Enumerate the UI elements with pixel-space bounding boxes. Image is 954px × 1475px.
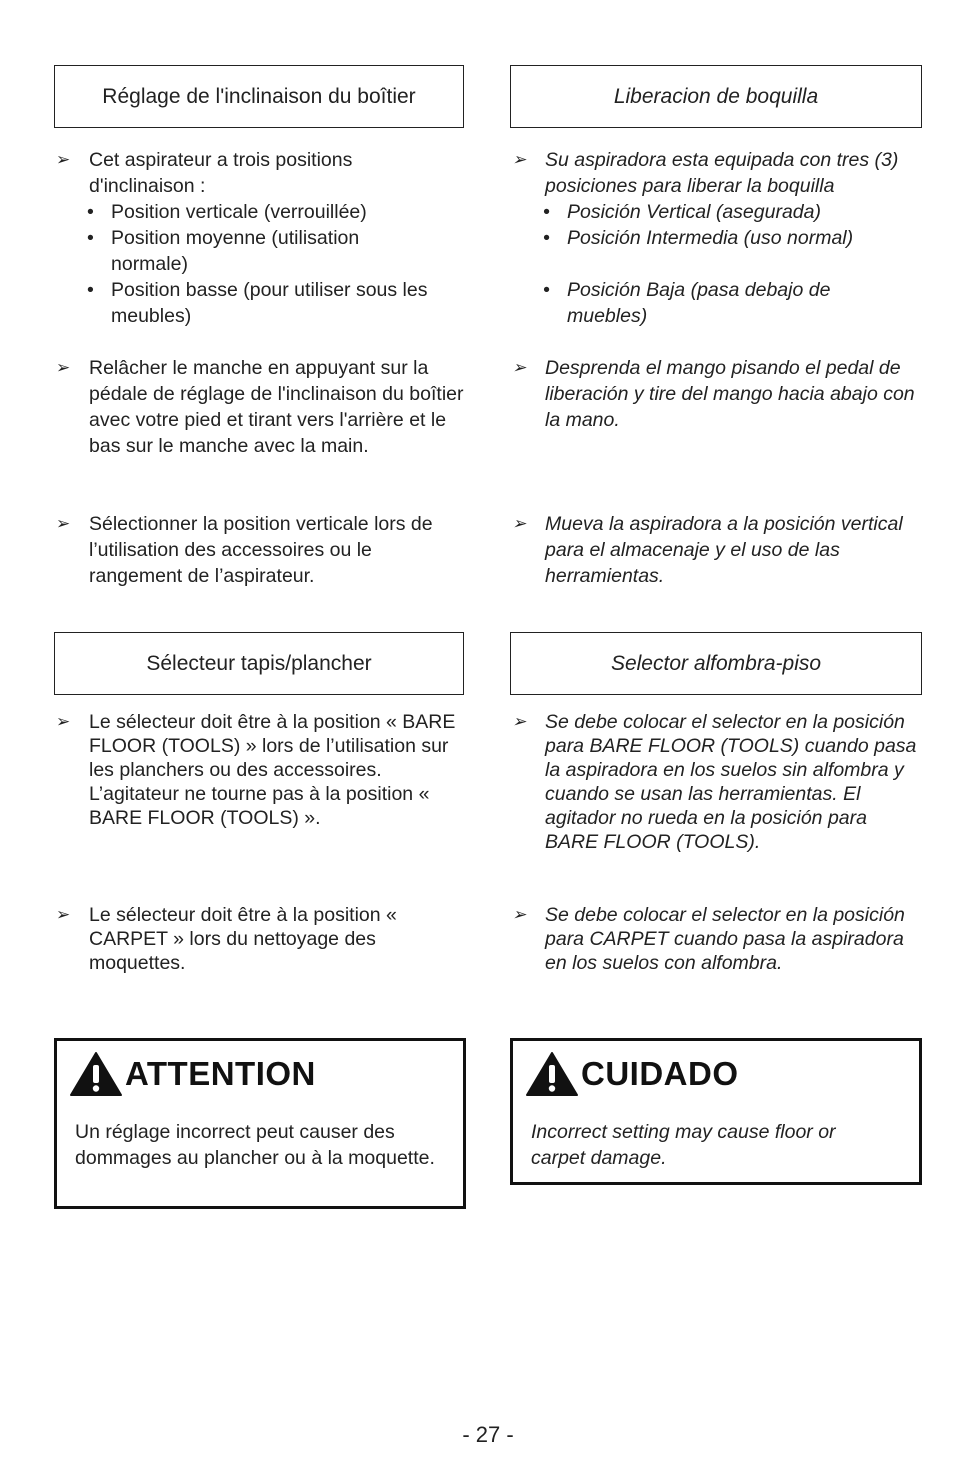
heading-tilt-adjust	[54, 65, 464, 128]
warning-title: CUIDADO	[525, 1049, 739, 1099]
heading-text: Liberacion de boquilla	[613, 84, 819, 108]
arrow-bullet-icon: ➢	[512, 150, 527, 169]
list-item: ➢ Desprenda el mango pisando el pedal de liberación y tire del mango hacia abajo con la mano.	[512, 357, 915, 431]
warning-triangle-icon	[69, 1051, 123, 1097]
warning-box-cuidado	[510, 1038, 922, 1185]
list-item: ➢ Cet aspirateur a trois positions d'inclinaison :	[56, 149, 353, 197]
list-item: ➢ Relâcher le manche en appuyant sur la pédale de réglage de l'inclinaison du boîtier avec votre pied et tirant vers l'arrière et le bas sur le manche avec la main.	[56, 357, 464, 457]
heading-text: Réglage de l'inclinaison du boîtier	[102, 84, 416, 108]
arrow-bullet-icon: ➢	[512, 712, 527, 731]
arrow-bullet-icon: ➢	[56, 358, 71, 377]
arrow-bullet-icon: ➢	[512, 905, 527, 924]
arrow-bullet-icon: ➢	[56, 514, 71, 533]
arrow-bullet-icon: ➢	[56, 905, 71, 924]
warning-text: Un réglage incorrect peut causer des dommages au plancher ou à la moquette.	[75, 1121, 435, 1169]
arrow-bullet-icon: ➢	[512, 514, 527, 533]
arrow-bullet-icon: ➢	[512, 358, 527, 377]
sub-list-item: • Posición Baja (pasa debajo de muebles)	[543, 279, 831, 327]
sub-list-item: • Position verticale (verrouillée)	[87, 201, 367, 223]
sub-list-item: • Posición Intermedia (uso normal)	[543, 227, 854, 249]
heading-floor-selector	[54, 632, 464, 695]
sub-list-item: • Position moyenne (utilisation normale)	[87, 227, 360, 275]
heading-nozzle-release	[510, 65, 922, 128]
arrow-bullet-icon: ➢	[56, 150, 71, 169]
warning-text: Incorrect setting may cause floor or carpet damage.	[531, 1121, 836, 1169]
heading-text: Selector alfombra-piso	[610, 651, 822, 675]
list-item: ➢ Se debe colocar el selector en la posición para BARE FLOOR (TOOLS) cuando pasa la aspiradora en los suelos sin alfombra y cuando se usan las herramientas. El agitador no rueda en la posición para BARE FLOOR (TOOLS).	[512, 711, 917, 853]
warning-title: ATTENTION	[69, 1049, 316, 1099]
sub-list-item: • Posición Vertical (asegurada)	[543, 201, 821, 223]
list-item: ➢ Le sélecteur doit être à la position « BARE FLOOR (TOOLS) » lors de l’utilisation sur les planchers ou des accessoires. L’agitateur ne tourne pas à la position « BARE FLOOR (TOOLS) ».	[56, 711, 456, 829]
warning-box-attention	[54, 1038, 466, 1209]
page-number: - 27 -	[462, 1422, 514, 1447]
warning-triangle-icon	[525, 1051, 579, 1097]
list-item: ➢ Sélectionner la position verticale lors de l’utilisation des accessoires ou le rangement de l’aspirateur.	[56, 513, 433, 587]
heading-text: Sélecteur tapis/plancher	[146, 651, 372, 675]
arrow-bullet-icon: ➢	[56, 712, 71, 731]
sub-list-item: • Position basse (pour utiliser sous les meubles)	[87, 279, 428, 327]
list-item: ➢ Su aspiradora esta equipada con tres (3) posiciones para liberar la boquilla	[512, 149, 899, 197]
list-item: ➢ Mueva la aspiradora a la posición vertical para el almacenaje y el uso de las herramientas.	[512, 513, 903, 587]
list-item: ➢ Se debe colocar el selector en la posición para CARPET cuando pasa la aspiradora en los suelos con alfombra.	[512, 904, 905, 974]
heading-carpet-floor-selector	[510, 632, 922, 695]
list-item: ➢ Le sélecteur doit être à la position « CARPET » lors du nettoyage des moquettes.	[56, 904, 397, 974]
